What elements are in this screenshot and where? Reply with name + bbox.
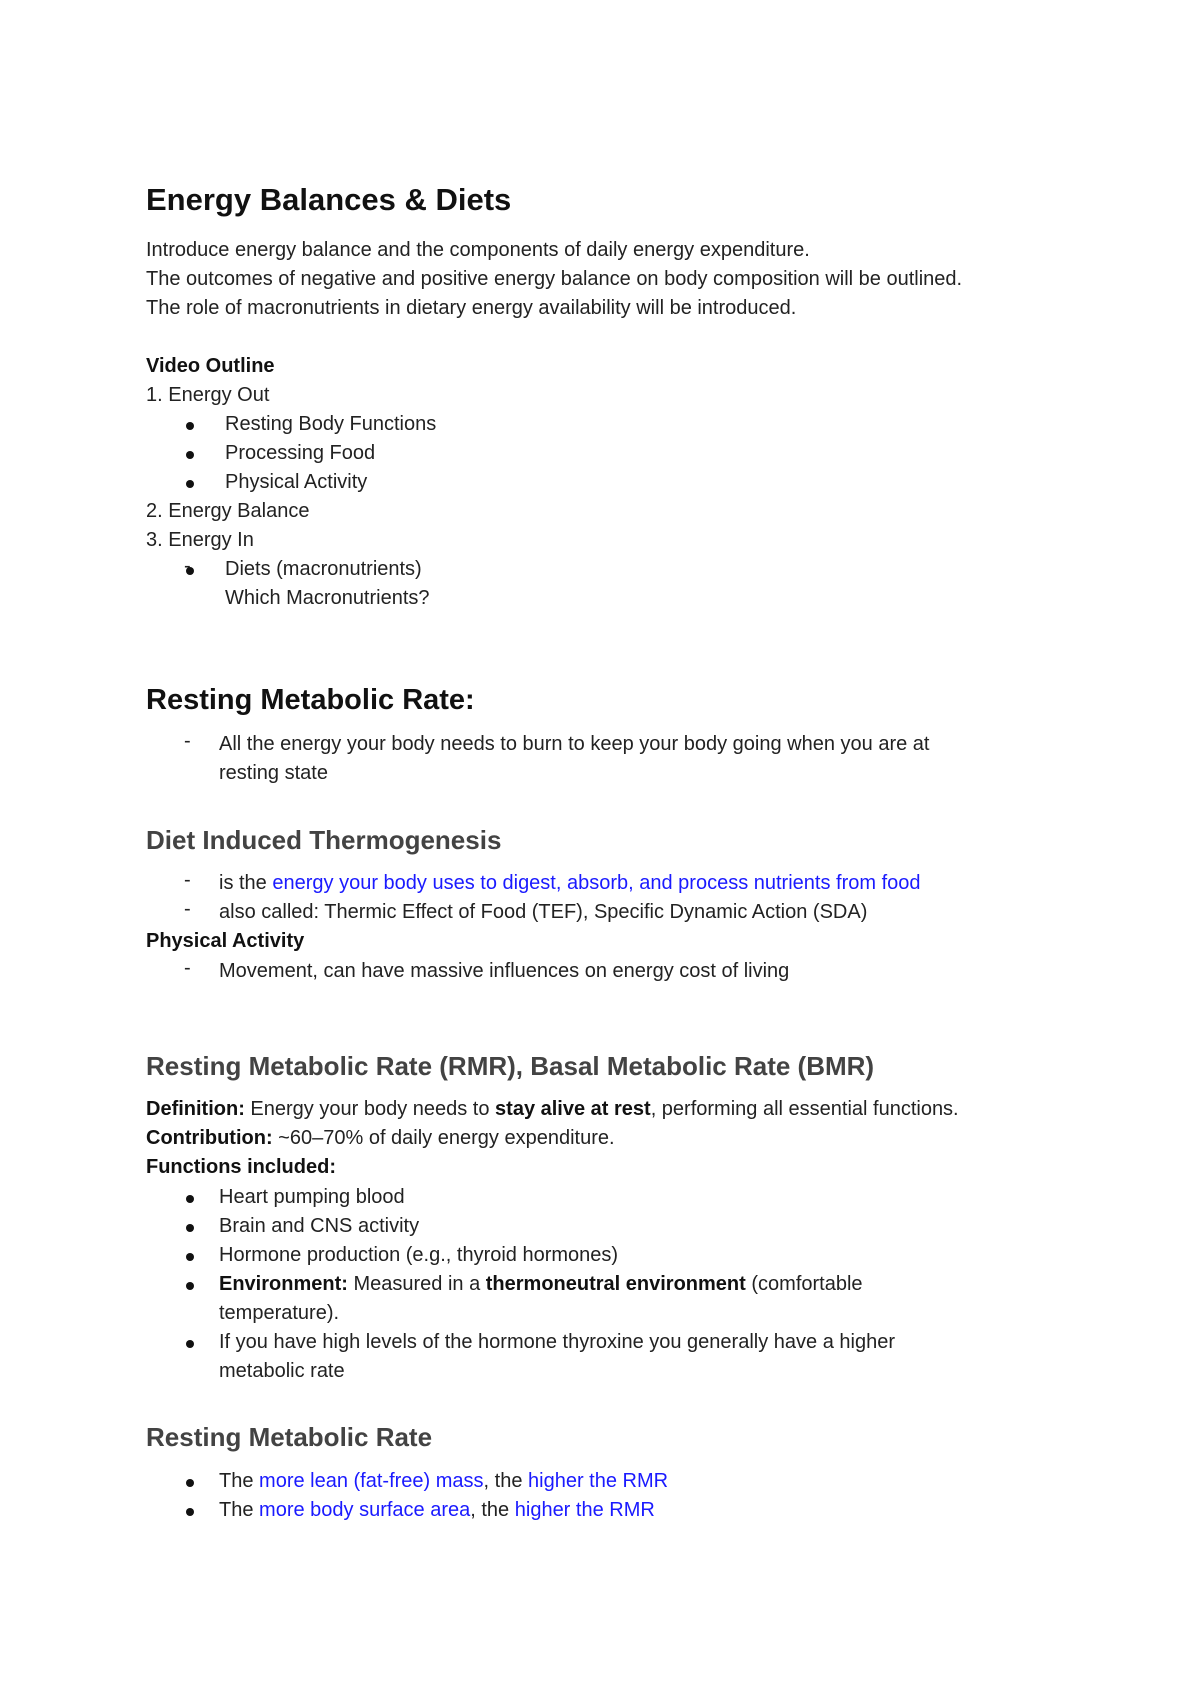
environment-pre: Measured in a xyxy=(347,1273,486,1295)
environment-post: (comfortable xyxy=(745,1273,863,1295)
bullet-icon xyxy=(186,1508,194,1516)
section-heading-rmr-2: Resting Metabolic Rate xyxy=(146,1422,433,1452)
dash-icon: - xyxy=(184,898,191,920)
rmr-factor-2-highlight-a: more body surface area xyxy=(259,1499,471,1521)
outline-item-2: 2. Energy Balance xyxy=(146,500,310,522)
rmr-factor-1-pre: The xyxy=(219,1470,260,1492)
contribution-text: ~60–70% of daily energy expenditure. xyxy=(272,1127,615,1149)
rmr-factor-1-highlight-b: higher the RMR xyxy=(528,1470,669,1492)
bullet-icon xyxy=(186,1224,194,1232)
outline-subitem: Diets (macronutrients) xyxy=(225,558,422,580)
bullet-icon xyxy=(186,480,194,488)
dit-item-1 xyxy=(219,869,921,898)
contribution-line xyxy=(146,1124,615,1153)
physical-activity-heading: Physical Activity xyxy=(146,930,305,952)
definition-line xyxy=(146,1095,959,1124)
rmr-factor-1-highlight-a: more lean (fat-free) mass xyxy=(259,1470,484,1492)
dash-icon: - xyxy=(184,555,191,577)
outline-subitem: Physical Activity xyxy=(225,471,368,493)
outline-subitem: Resting Body Functions xyxy=(225,413,437,435)
function-item: Brain and CNS activity xyxy=(219,1215,420,1237)
outline-item-3: 3. Energy In xyxy=(146,529,254,551)
dash-icon: - xyxy=(184,730,191,752)
rmr-description-line-2: resting state xyxy=(219,762,328,784)
intro-line-1: Introduce energy balance and the components of daily energy expenditure. xyxy=(146,239,810,261)
bullet-icon xyxy=(186,1479,194,1487)
bullet-icon xyxy=(186,1195,194,1203)
functions-label: Functions included: xyxy=(146,1156,336,1178)
section-heading-rmr: Resting Metabolic Rate: xyxy=(146,684,475,716)
rmr-factor-1-mid: , the xyxy=(483,1470,529,1492)
dash-icon: - xyxy=(184,869,191,891)
section-heading-rmr-bmr: Resting Metabolic Rate (RMR), Basal Metabolic Rate (BMR) xyxy=(146,1051,875,1081)
dit-item-2: also called: Thermic Effect of Food (TEF), Specific Dynamic Action (SDA) xyxy=(219,901,868,923)
dit-item-1-prefix: is the xyxy=(219,872,273,894)
dash-icon: - xyxy=(184,957,191,979)
bullet-icon xyxy=(186,422,194,430)
rmr-factor-2-pre: The xyxy=(219,1499,260,1521)
bullet-icon xyxy=(186,1282,194,1290)
outline-subitem: Processing Food xyxy=(225,442,376,464)
physical-activity-item: Movement, can have massive influences on energy cost of living xyxy=(219,960,790,982)
rmr-factor-2 xyxy=(219,1496,655,1525)
intro-line-3: The role of macronutrients in dietary energy availability will be introduced. xyxy=(146,297,797,319)
definition-pre: Energy your body needs to xyxy=(244,1098,496,1120)
bullet-icon xyxy=(186,1340,194,1348)
outline-heading: Video Outline xyxy=(146,355,275,377)
definition-label: Definition: xyxy=(146,1098,245,1120)
function-item: Hormone production (e.g., thyroid hormones) xyxy=(219,1244,619,1266)
intro-line-2: The outcomes of negative and positive energy balance on body composition will be outlined. xyxy=(146,268,963,290)
rmr-factor-1 xyxy=(219,1467,668,1496)
bullet-icon xyxy=(186,1253,194,1261)
definition-post: , performing all essential functions. xyxy=(650,1098,959,1120)
environment-line-2: temperature). xyxy=(219,1302,340,1324)
thyroxine-line-1: If you have high levels of the hormone thyroxine you generally have a higher xyxy=(219,1331,895,1353)
section-heading-dit: Diet Induced Thermogenesis xyxy=(146,825,502,855)
bullet-icon xyxy=(186,451,194,459)
rmr-factor-2-mid: , the xyxy=(470,1499,515,1521)
contribution-label: Contribution: xyxy=(146,1127,273,1149)
rmr-factor-2-highlight-b: higher the RMR xyxy=(514,1499,655,1521)
rmr-description-line-1: All the energy your body needs to burn to keep your body going when you are at xyxy=(219,733,930,755)
outline-item-1: 1. Energy Out xyxy=(146,384,270,406)
document-title: Energy Balances & Diets xyxy=(146,182,512,217)
environment-bold: thermoneutral environment xyxy=(485,1273,746,1295)
dit-item-1-highlight: energy your body uses to digest, absorb, and process nutrients from food xyxy=(272,872,921,894)
outline-subitem: Which Macronutrients? xyxy=(225,587,430,609)
function-item: Heart pumping blood xyxy=(219,1186,405,1208)
environment-label: Environment: xyxy=(219,1273,348,1295)
definition-bold: stay alive at rest xyxy=(495,1098,651,1120)
thyroxine-line-2: metabolic rate xyxy=(219,1360,345,1382)
environment-line-1 xyxy=(219,1270,863,1299)
